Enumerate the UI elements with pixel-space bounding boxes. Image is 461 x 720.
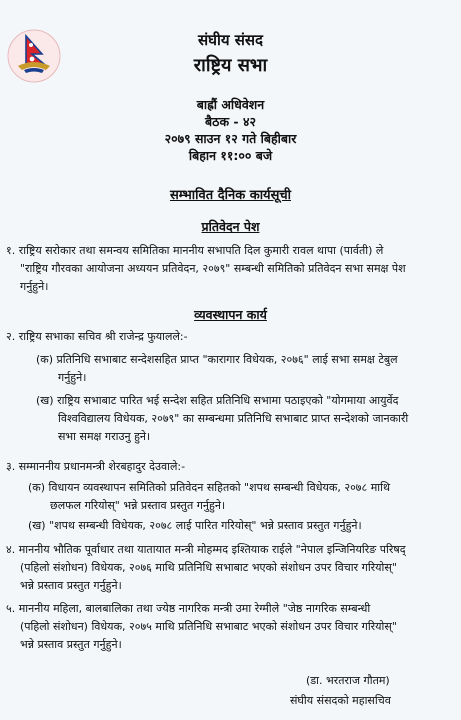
item-text: (क) विधायन व्यवस्थापन समितिको प्रतिवेदन सहितको "शपथ सम्बन्धी विधेयक, २०७८ माथि (28, 481, 391, 494)
item-text: "राष्ट्रिय गौरवका आयोजना अध्ययन प्रतिवेदन, २०७९" सम्बन्धी समितिको प्रतिवेदन सभा समक्ष पेश (20, 262, 406, 275)
item-text: (ख) राष्ट्रिय सभाबाट पारित भई सन्देश सहित प्रतिनिधि सभामा पठाइएको "योगमाया आयुर्वेद (36, 394, 399, 407)
sub-item-2-kha (36, 392, 449, 446)
agenda-item-1 (6, 242, 451, 296)
item-text: भन्ने प्रस्ताव प्रस्तुत गर्नुहुने। (20, 579, 122, 592)
item-text: राष्ट्रिय सभाका सचिव श्री राजेन्द्र फुयालले:- (18, 330, 188, 343)
meeting-info (0, 96, 461, 164)
item-text: गर्नुहुने। (58, 371, 87, 384)
section-legislation-heading: व्यवस्थापन कार्य (194, 307, 267, 322)
agenda-item-2 (6, 328, 451, 346)
item-text: गर्नुहुने। (20, 280, 49, 293)
item-text: (ख) "शपथ सम्बन्धी विधेयक, २०७८ लाई पारित गरियोस्" भन्ने प्रस्ताव प्रस्तुत गर्नुहुने। (28, 519, 362, 532)
item-number: ३. (6, 460, 16, 473)
agenda-title: सम्भावित दैनिक कार्यसूची (169, 188, 292, 203)
item-number: ४. (6, 543, 16, 556)
item-text: छलफल गरियोस्" भन्ने प्रस्ताव प्रस्तुत गर्नुहुने। (50, 499, 226, 512)
item-number: ५. (6, 602, 16, 615)
item-text: माननीय भौतिक पूर्वाधार तथा यातायात मन्त्री मोहम्मद इश्तियाक राईले "नेपाल इन्जिनियरिङ परिषद् (18, 543, 406, 556)
item-text: राष्ट्रिय सरोकार तथा समन्वय समितिका माननीय सभापति दिल कुमारी रावल थापा (पार्वती) ले (18, 244, 384, 257)
item-text: माननीय महिला, बालबालिका तथा ज्येष्ठ नागरिक मन्त्री उमा रेग्मीले "जेष्ठ नागरिक सम्बन्धी (18, 602, 371, 615)
item-text: विश्वविद्यालय विधेयक, २०७९" का सम्बन्धमा प्रतिनिधि सभाबाट प्राप्त सन्देशको जानकारी (58, 412, 409, 425)
agenda-item-4 (6, 541, 451, 595)
parliament-name: संघीय संसद (197, 31, 264, 49)
item-text: सम्माननीय प्रधानमन्त्री शेरबहादुर देउवाले:- (18, 460, 186, 473)
signatory-title: संघीय संसदको महासचिव (290, 694, 391, 707)
house-name: राष्ट्रिय सभा (193, 55, 268, 76)
sitting-label: बैठक - ४२ (205, 114, 256, 129)
item-text: सभा समक्ष गराउनु हुने। (58, 430, 151, 443)
sub-item-3-kha (28, 517, 449, 535)
agenda-item-5 (6, 600, 451, 654)
sub-item-3-ka (28, 479, 449, 515)
item-text: (पहिलो संशोधन) विधेयक, २०७६ माथि प्रतिनिधि सभाबाट भएको संशोधन उपर विचार गरियोस्" (20, 561, 397, 574)
item-number: २. (6, 330, 16, 343)
document-header (0, 30, 461, 78)
item-text: (पहिलो संशोधन) विधेयक, २०७५ माथि प्रतिनिधि सभाबाट भएको संशोधन उपर विचार गरियोस्" (20, 620, 397, 633)
time-label: बिहान ११:०० बजे (188, 148, 273, 163)
session-label: बाह्रौं अधिवेशन (196, 97, 265, 112)
item-text: (क) प्रतिनिधि सभाबाट सन्देशसहित प्राप्त "कारागार विधेयक, २०७६" लाई सभा समक्ष टेबुल (36, 353, 398, 366)
sub-item-2-ka (36, 351, 449, 387)
signatory-name: (डा. भरतराज गौतम) (306, 674, 390, 687)
agenda-item-3 (6, 458, 451, 476)
item-number: १. (6, 244, 16, 257)
item-text: भन्ने प्रस्ताव प्रस्तुत गर्नुहुने। (20, 638, 122, 651)
section-report-heading: प्रतिवेदन पेश (201, 219, 260, 234)
date-label: २०७९ साउन १२ गते बिहीबार (164, 131, 297, 146)
